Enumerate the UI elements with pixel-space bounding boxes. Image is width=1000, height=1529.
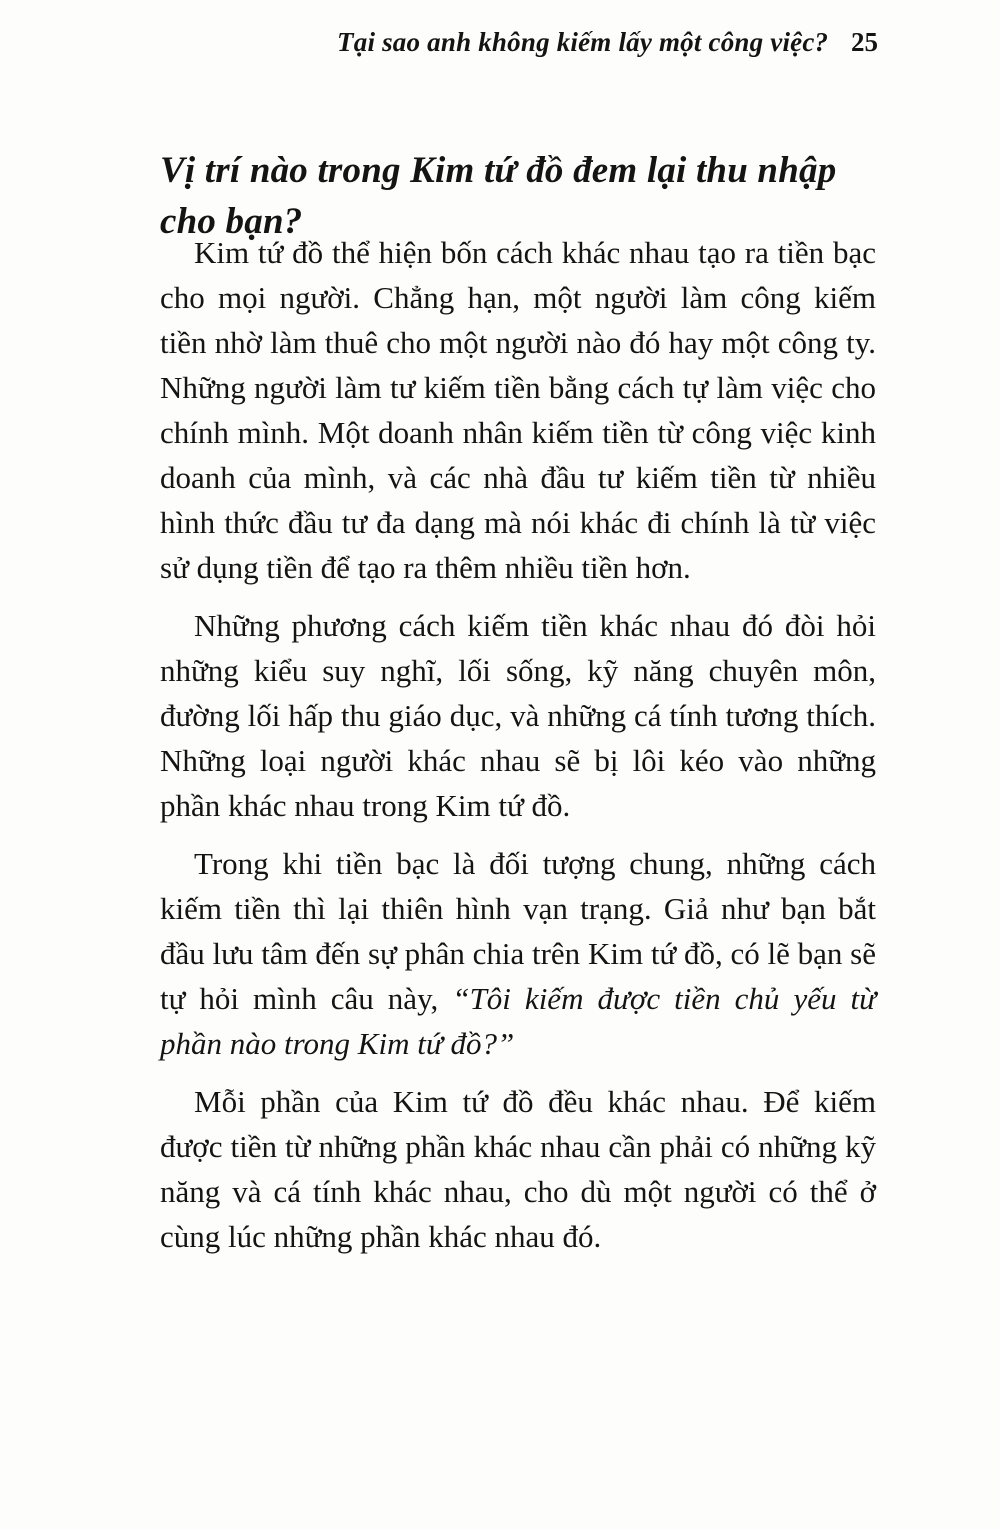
paragraph-3-quote: “Tôi kiếm được tiền chủ yếu từ phần nào trong Kim tứ đồ?” — [160, 981, 876, 1061]
paragraph-2: Những phương cách kiếm tiền khác nhau đó đòi hỏi những kiểu suy nghĩ, lối sống, kỹ năng chuyên môn, đường lối hấp thu giáo dục, và những cá tính tương thích. Những loại người khác nhau sẽ bị lôi kéo vào những phần khác nhau trong Kim tứ đồ. — [160, 608, 876, 823]
page-header — [337, 26, 878, 58]
body-text-block — [160, 230, 876, 1272]
running-title: Tại sao anh không kiếm lấy một công việc? — [337, 27, 829, 57]
paragraph-3 — [160, 841, 876, 1066]
paragraph-3-lead: Trong khi tiền bạc là đối tượng chung, những cách kiếm tiền thì lại thiên hình vạn trạng. Giả như bạn bắt đầu lưu tâm đến sự phân chia trên Kim tứ đồ, có lẽ bạn sẽ tự hỏi mình câu này, — [160, 846, 876, 1016]
section-heading: Vị trí nào trong Kim tứ đồ đem lại thu nhập cho bạn? — [160, 149, 837, 242]
page-number: 25 — [851, 27, 878, 57]
paragraph-1: Kim tứ đồ thể hiện bốn cách khác nhau tạo ra tiền bạc cho mọi người. Chẳng hạn, một người làm công kiếm tiền nhờ làm thuê cho một người nào đó hay một công ty. Những người làm tư kiếm tiền bằng cách tự làm việc cho chính mình. Một doanh nhân kiếm tiền từ công việc kinh doanh của mình, và các nhà đầu tư kiếm tiền từ nhiều hình thức đầu tư đa dạng mà nói khác đi chính là từ việc sử dụng tiền để tạo ra thêm nhiều tiền hơn. — [160, 235, 876, 585]
paragraph-4: Mỗi phần của Kim tứ đồ đều khác nhau. Để kiếm được tiền từ những phần khác nhau cần phải có những kỹ năng và cá tính khác nhau, cho dù một người có thể ở cùng lúc những phần khác nhau đó. — [160, 1084, 876, 1254]
